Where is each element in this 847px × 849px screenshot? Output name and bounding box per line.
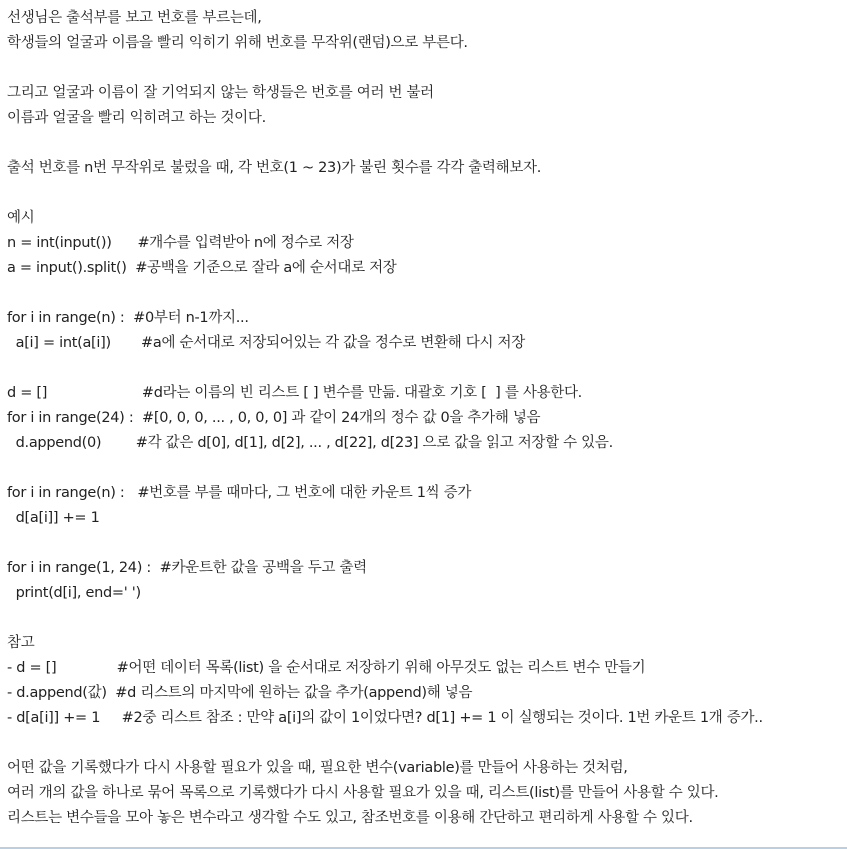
code-line: for i in range(n) : #0부터 n-1까지... <box>7 310 249 326</box>
blank-line <box>7 531 847 556</box>
code-line: d = [] #d라는 이름의 빈 리스트 [ ] 변수를 만듦. 대괄호 기호 [ ] 를 사용한다. <box>7 385 582 401</box>
section-heading-example: 예시 <box>7 210 35 226</box>
code-line: for i in range(1, 24) : #카운트한 값을 공백을 두고 출력 <box>7 560 367 576</box>
blank-line <box>7 356 847 381</box>
code-line: d.append(0) #각 값은 d[0], d[1], d[2], ... , d[22], d[23] 으로 값을 읽고 저장할 수 있음. <box>7 435 613 451</box>
text-line: 리스트는 변수들을 모아 놓은 변수라고 생각할 수도 있고, 참조번호를 이용해 간단하고 편리하게 사용할 수 있다. <box>7 810 693 826</box>
code-line: print(d[i], end=' ') <box>7 585 141 601</box>
blank-line <box>7 131 847 156</box>
code-line: d[a[i]] += 1 <box>7 510 100 526</box>
text-line: 출석 번호를 n번 무작위로 불렀을 때, 각 번호(1 ~ 23)가 불린 횟수를 각각 출력해보자. <box>7 160 542 176</box>
blank-line <box>7 281 847 306</box>
blank-line <box>7 731 847 756</box>
blank-line <box>7 181 847 206</box>
reference-line: - d.append(값) #d 리스트의 마지막에 원하는 값을 추가(append)해 넣음 <box>7 685 473 701</box>
blank-line <box>7 606 847 631</box>
document-body <box>7 6 847 831</box>
code-line: for i in range(24) : #[0, 0, 0, ... , 0, 0, 0] 과 같이 24개의 정수 값 0을 추가해 넣음 <box>7 410 541 426</box>
code-line: a = input().split() #공백을 기준으로 잘라 a에 순서대로 저장 <box>7 260 397 276</box>
text-line: 선생님은 출석부를 보고 번호를 부르는데, <box>7 10 262 26</box>
text-line: 이름과 얼굴을 빨리 익히려고 하는 것이다. <box>7 110 266 126</box>
code-line: for i in range(n) : #번호를 부를 때마다, 그 번호에 대한 카운트 1씩 증가 <box>7 485 472 501</box>
reference-line: - d[a[i]] += 1 #2중 리스트 참조 : 만약 a[i]의 값이 1이었다면? d[1] += 1 이 실행되는 것이다. 1번 카운트 1개 증가.. <box>7 710 763 726</box>
text-line: 그리고 얼굴과 이름이 잘 기억되지 않는 학생들은 번호를 여러 번 불러 <box>7 85 434 101</box>
reference-line: - d = [] #어떤 데이터 목록(list) 을 순서대로 저장하기 위해 아무것도 없는 리스트 변수 만들기 <box>7 660 646 676</box>
text-line: 학생들의 얼굴과 이름을 빨리 익히기 위해 번호를 무작위(랜덤)으로 부른다. <box>7 35 468 51</box>
text-line: 여러 개의 값을 하나로 묶어 목록으로 기록했다가 다시 사용할 필요가 있을 때, 리스트(list)를 만들어 사용할 수 있다. <box>7 785 719 801</box>
section-heading-reference: 참고 <box>7 635 35 651</box>
text-line: 어떤 값을 기록했다가 다시 사용할 필요가 있을 때, 필요한 변수(variable)를 만들어 사용하는 것처럼, <box>7 760 628 776</box>
blank-line <box>7 456 847 481</box>
blank-line <box>7 56 847 81</box>
code-line: n = int(input()) #개수를 입력받아 n에 정수로 저장 <box>7 235 354 251</box>
code-line: a[i] = int(a[i]) #a에 순서대로 저장되어있는 각 값을 정수로 변환해 다시 저장 <box>7 335 525 351</box>
